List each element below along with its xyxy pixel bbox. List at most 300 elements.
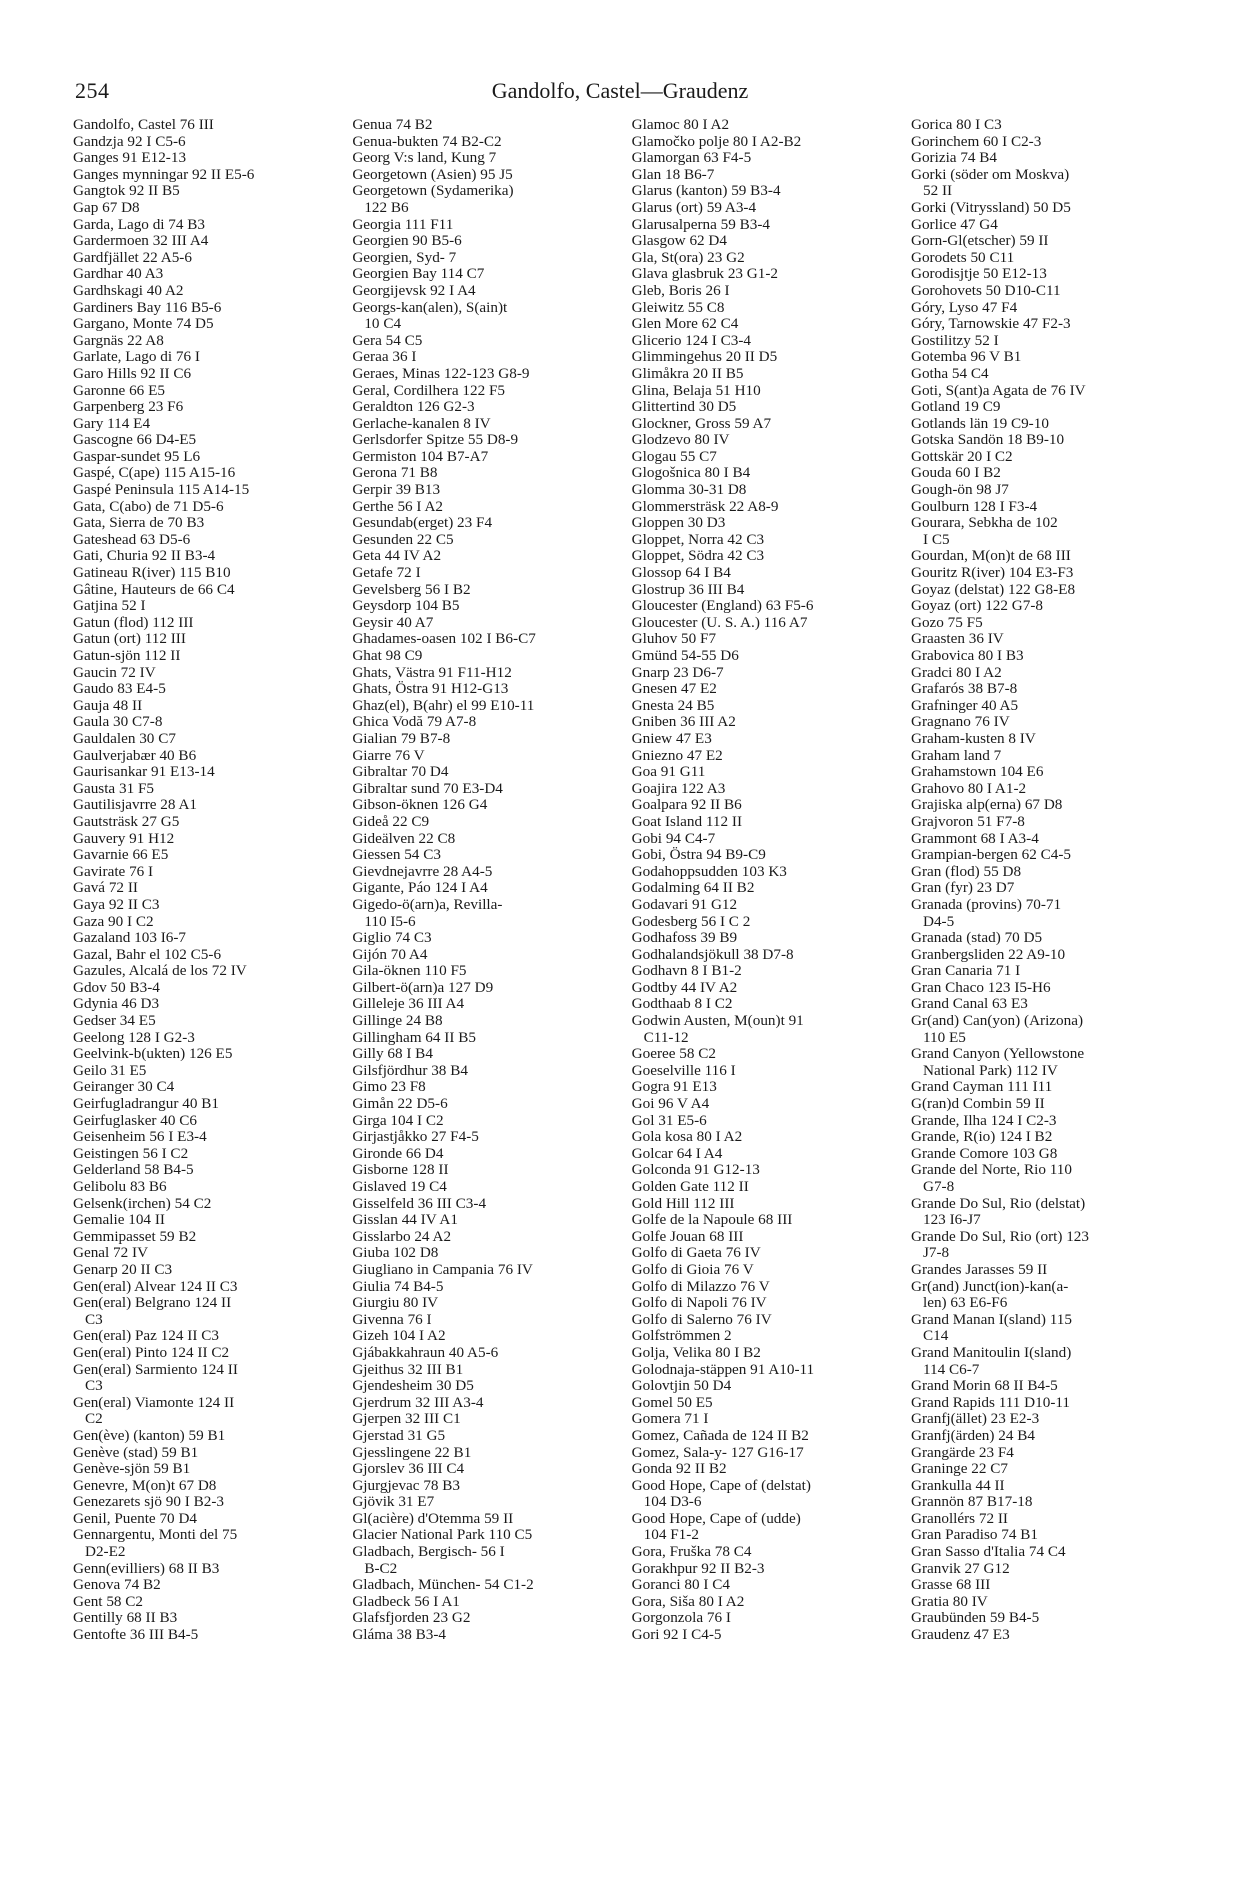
index-entry: Gniezno 47 E2 [631,747,723,764]
index-entry: Glarusalperna 59 B3-4 [631,216,770,233]
index-entry-continuation: C14 [922,1328,949,1345]
index-entry: Gorlice 47 G4 [910,216,998,233]
index-entry: Gold Hill 112 III [631,1195,735,1212]
index-entry: Gradci 80 I A2 [910,664,1002,681]
index-entry: Gnarp 23 D6-7 [631,664,724,681]
index-entry: Giarre 76 V [352,747,425,764]
index-entry: Genezarets sjö 90 I B2-3 [73,1494,224,1511]
index-entry: Gaya 92 II C3 [73,896,160,913]
index-entry: Glostrup 36 III B4 [631,581,745,598]
index-entry: Golfo di Gaeta 76 IV [631,1245,761,1262]
index-entry: Gausta 31 F5 [73,780,154,797]
index-entry: Gen(ève) (kanton) 59 B1 [73,1427,226,1444]
index-entry: Gobi, Östra 94 B9-C9 [631,847,766,864]
index-entry: Gerona 71 B8 [352,465,438,482]
index-entry: Geral, Cordilhera 122 F5 [352,382,506,399]
index-entry: Granfj(ället) 23 E2-3 [910,1411,1040,1428]
index-entry: Goa 91 G11 [631,764,706,781]
index-entry: Genn(evilliers) 68 II B3 [73,1560,220,1577]
index-entry: Ganges 91 E12-13 [73,150,187,167]
index-entry: Gostilitzy 52 I [910,332,999,349]
index-entry: Grand Manitoulin I(sland) [910,1344,1072,1361]
index-entry: Gjorslev 36 III C4 [352,1461,465,1478]
index-entry: Grande Do Sul, Rio (ort) 123 [910,1228,1089,1245]
index-entry: Gourara, Sebkha de 102 [910,515,1058,532]
index-entry: Gola kosa 80 I A2 [631,1129,743,1146]
index-entry: Gonda 92 II B2 [631,1461,727,1478]
index-entry: Grand Canal 63 E3 [910,996,1028,1013]
index-entry: Gloppen 30 D3 [631,515,726,532]
index-entry: Gateshead 63 D5-6 [73,531,191,548]
index-entry: Gisborne 128 II [352,1162,449,1179]
index-entry: Gila-öknen 110 F5 [352,963,467,980]
index-entry: Glasgow 62 D4 [631,233,727,250]
index-entry: Godesberg 56 I C 2 [631,913,751,930]
index-entry: Gomera 71 I [631,1411,709,1428]
index-entry-continuation: J7-8 [922,1245,950,1262]
running-head: Gandolfo, Castel—Graudenz [491,78,749,103]
index-entry-continuation: 104 F1-2 [643,1527,699,1544]
index-entry: Gatjina 52 I [73,598,146,615]
index-entry: Gorki (söder om Moskva) [910,166,1070,183]
index-entry: Gladbach, Bergisch- 56 I [352,1544,505,1561]
index-entry: Gorica 80 I C3 [910,117,1002,133]
index-entry: Gardhar 40 A3 [73,266,164,283]
index-entry: Geirfuglasker 40 C6 [73,1112,197,1129]
index-entry: Gjábakkahraun 40 A5-6 [352,1344,499,1361]
index-entry: Gl(acière) d'Otemma 59 II [352,1510,514,1527]
page-number: 254 [75,78,110,103]
index-entry: Glockner, Gross 59 A7 [631,415,772,432]
index-entry: Gatun-sjön 112 II [73,648,181,664]
index-entry: Gloucester (England) 63 F5-6 [631,598,814,615]
index-entry: Golfe Jouan 68 III [631,1228,744,1245]
index-entry: Graham-kusten 8 IV [910,730,1036,747]
index-entry: Garo Hills 92 II C6 [73,365,192,382]
index-entry: Godthaab 8 I C2 [631,996,733,1013]
index-entry: Gelderland 58 B4-5 [73,1162,194,1179]
index-entry: Gelibolu 83 B6 [73,1179,167,1195]
index-entry: Gerthe 56 I A2 [352,498,444,515]
index-entry: Godahoppsudden 103 K3 [631,863,787,880]
index-entry: Granada (provins) 70-71 [910,896,1062,913]
index-entry: Gran (flod) 55 D8 [910,863,1022,880]
index-entry: Gijón 70 A4 [352,946,428,963]
index-entry: Geiranger 30 C4 [73,1079,175,1096]
index-entry: Gata, Sierra de 70 B3 [73,515,205,532]
index-entry: Georgien 90 B5-6 [352,233,462,250]
index-entry: Georgetown (Sydamerika) [352,183,514,200]
index-entry: Gilsfjördhur 38 B4 [352,1062,468,1079]
index-entry: Gorki (Vitryssland) 50 D5 [910,199,1071,216]
index-entry: Gol 31 E5-6 [631,1112,707,1129]
index-entry: Grande Comore 103 G8 [910,1145,1058,1162]
index-entry: Gorgonzola 76 I [631,1610,731,1627]
index-entry: Gniben 36 III A2 [631,714,736,731]
index-entry: Ganges mynningar 92 II E5-6 [73,166,255,183]
index-entry: Ghadames-oasen 102 I B6-C7 [352,631,536,648]
index-entry: Golfe de la Napoule 68 III [631,1212,793,1229]
index-entry: Gjurgjevac 78 B3 [352,1477,461,1494]
index-entry: Gatineau R(iver) 115 B10 [73,565,231,582]
index-entry: Gautsträsk 27 G5 [73,813,180,830]
index-entry: Gimo 23 F8 [352,1079,426,1096]
index-entry: Gibraltar sund 70 E3-D4 [352,780,503,797]
index-entry-continuation: 52 II [922,183,953,200]
index-entry: Gran (fyr) 23 D7 [910,880,1015,897]
index-entry: Grangärde 23 F4 [910,1444,1014,1461]
index-entry: Godhafoss 39 B9 [631,930,738,947]
index-entry: Gaspé, C(ape) 115 A15-16 [73,465,236,482]
index-entry: Glarus (kanton) 59 B3-4 [631,183,781,200]
index-entry: Góry, Tarnowskie 47 F2-3 [910,316,1071,333]
index-entry: Gisslarbo 24 A2 [352,1228,452,1245]
index-entry: Gavirate 76 I [73,863,154,880]
index-entry: Gniew 47 E3 [631,730,712,747]
index-entry: Girga 104 I C2 [352,1112,444,1129]
index-entry: Gotska Sandön 18 B9-10 [910,432,1065,449]
index-entry: Gimån 22 D5-6 [352,1096,448,1113]
index-entry-continuation: 110 I5-6 [364,913,416,930]
index-entry: Grande, R(io) 124 I B2 [910,1129,1053,1146]
index-entry: Gluhov 50 F7 [631,631,717,648]
index-entry: Gaspé Peninsula 115 A14-15 [73,482,250,499]
index-entry: Gorizia 74 B4 [910,150,998,167]
index-entry: Gideå 22 C9 [352,813,430,830]
index-entry: Gideälven 22 C8 [352,830,456,847]
index-entry: Gough-ön 98 J7 [910,482,1009,499]
index-entry: Gotemba 96 V B1 [910,349,1022,366]
index-entry-continuation: C11-12 [643,1029,689,1046]
index-entry: Geisenheim 56 I E3-4 [73,1129,207,1146]
index-entry: Golcar 64 I A4 [631,1145,723,1162]
index-entry: Genova 74 B2 [73,1577,161,1594]
index-entry: Geelong 128 I G2-3 [73,1029,195,1046]
index-entry: Glan 18 B6-7 [631,166,715,183]
index-entry: Grammont 68 I A3-4 [910,830,1039,847]
index-entry: Gloppet, Norra 42 C3 [631,531,765,548]
index-entry: Gorn-Gl(etscher) 59 II [910,233,1049,250]
index-entry: Gen(eral) Belgrano 124 II [73,1295,232,1312]
index-entry: Glamorgan 63 F4-5 [631,150,752,167]
index-entry: Gandolfo, Castel 76 III [73,117,214,133]
index-entry-continuation: 122 B6 [364,199,409,216]
index-entry-continuation: C3 [85,1311,103,1328]
index-entry: Georgijevsk 92 I A4 [352,282,476,299]
index-entry: Goat Island 112 II [631,813,743,830]
index-entry: Gladbach, München- 54 C1-2 [352,1577,534,1594]
index-entry: Good Hope, Cape of (delstat) [631,1477,811,1494]
index-entry: Gentilly 68 II B3 [73,1610,178,1627]
index-entry: Geirfugladrangur 40 B1 [73,1096,219,1113]
index-entry: Gesundab(erget) 23 F4 [352,515,493,532]
index-entry: Granfj(ärden) 24 B4 [910,1427,1035,1444]
index-entry: Gazules, Alcalá de los 72 IV [73,963,247,980]
index-entry: Gen(eral) Alvear 124 II C3 [73,1278,238,1295]
index-entry: Georgetown (Asien) 95 J5 [352,166,513,183]
index-entry: Gironde 66 D4 [352,1145,444,1162]
index-entry: Gdov 50 B3-4 [73,979,160,996]
index-entry: Gorinchem 60 I C2-3 [910,133,1042,150]
index-entry: Gaudo 83 E4-5 [73,681,166,698]
index-entry: Gautilisjavrre 28 A1 [73,797,198,814]
index-entry: Golja, Velika 80 I B2 [631,1344,761,1361]
index-entry: Gotlands län 19 C9-10 [910,415,1049,432]
index-entry: Genua-bukten 74 B2-C2 [352,133,502,150]
index-entry: Golovtjin 50 D4 [631,1378,732,1395]
index-entry: Gangtok 92 II B5 [73,183,180,200]
index-entry: Glimåkra 20 II B5 [631,365,744,382]
index-entry: Gen(eral) Pinto 124 II C2 [73,1344,230,1361]
index-entry: Garda, Lago di 74 B3 [73,216,206,233]
index-entry: Grand Manan I(sland) 115 [910,1311,1072,1328]
index-entry: Gesunden 22 C5 [352,531,454,548]
index-entry: Gjerpen 32 III C1 [352,1411,461,1428]
index-entry: Gigante, Páo 124 I A4 [352,880,488,897]
index-entry: Godhavn 8 I B1-2 [631,963,742,980]
index-entry: Golfo di Napoli 76 IV [631,1295,767,1312]
index-entry: Grahamstown 104 E6 [910,764,1044,781]
index-entry-continuation: National Park) 112 IV [922,1062,1058,1079]
index-entry: Gorodets 50 C11 [910,249,1015,266]
index-entry: Gerpir 39 B13 [352,482,441,499]
index-entry: Gouda 60 I B2 [910,465,1001,482]
index-entry: Gap 67 D8 [73,199,140,216]
index-entry: Glogau 55 C7 [631,448,717,465]
index-entry: Glodzevo 80 IV [631,432,730,449]
index-entry: Granada (stad) 70 D5 [910,930,1043,947]
index-entry: Goi 96 V A4 [631,1096,710,1113]
index-entry: Gievdnejavrre 28 A4-5 [352,863,493,880]
index-entry: Glomma 30-31 D8 [631,482,747,499]
index-entry: Gorohovets 50 D10-C11 [910,282,1061,299]
index-entry-continuation: D4-5 [922,913,955,930]
index-entry: Glommersträsk 22 A8-9 [631,498,779,515]
index-entry: Gerlache-kanalen 8 IV [352,415,491,432]
index-entry: Gilly 68 I B4 [352,1046,433,1063]
index-entry: Gen(eral) Paz 124 II C3 [73,1328,219,1345]
index-entry: Gleb, Boris 26 I [631,282,730,299]
index-entry: Gerlsdorfer Spitze 55 D8-9 [352,432,519,449]
index-entry: Grande del Norte, Rio 110 [910,1162,1072,1179]
index-entry: Glimmingehus 20 II D5 [631,349,778,366]
index-entry: Goalpara 92 II B6 [631,797,742,814]
index-entry: Grand Canyon (Yellowstone [910,1046,1085,1063]
index-entry: Grandes Jarasses 59 II [910,1261,1048,1278]
index-entry: Gran Chaco 123 I5-H6 [910,979,1051,996]
index-entry: Glamočko polje 80 I A2-B2 [631,133,802,150]
index-entry: Gomez, Sala-y- 127 G16-17 [631,1444,804,1461]
index-entry: Goajira 122 A3 [631,780,726,797]
index-entry: Glittertind 30 D5 [631,399,737,416]
index-entry: Geraldton 126 G2-3 [352,399,475,416]
index-entry: Garlate, Lago di 76 I [73,349,200,366]
index-entry-continuation: 114 C6-7 [922,1361,980,1378]
index-entry: Gillinge 24 B8 [352,1013,443,1030]
index-entry: Gorodisjtje 50 E12-13 [910,266,1047,283]
index-entry: Graham land 7 [910,747,1002,764]
index-entry: Gazal, Bahr el 102 C5-6 [73,946,222,963]
index-entry: Gleiwitz 55 C8 [631,299,725,316]
index-entry: Gran Sasso d'Italia 74 C4 [910,1544,1066,1561]
index-entry: Glicerio 124 I C3-4 [631,332,752,349]
index-entry: Glossop 64 I B4 [631,565,731,582]
index-entry: Granbergsliden 22 A9-10 [910,946,1066,963]
index-entry: Gialian 79 B7-8 [352,730,451,747]
index-entry: Georgien Bay 114 C7 [352,266,485,283]
index-entry: Gla, St(ora) 23 G2 [631,249,745,266]
index-column-2 [352,117,624,1644]
index-entry: Gomel 50 E5 [631,1394,713,1411]
index-entry: Germiston 104 B7-A7 [352,448,489,465]
index-entry: Geistingen 56 I C2 [73,1145,189,1162]
index-entry: Grajvoron 51 F7-8 [910,813,1025,830]
index-entry: Genarp 20 II C3 [73,1261,173,1278]
index-entry: Gardermoen 32 III A4 [73,233,209,250]
index-entry: Graasten 36 IV [910,631,1004,648]
index-entry: Gauvery 91 H12 [73,830,175,847]
index-entry: Gibraltar 70 D4 [352,764,449,781]
index-entry: Golfo di Gioia 76 V [631,1261,754,1278]
index-entry: Gaula 30 C7-8 [73,714,163,731]
index-column-1 [73,117,345,1644]
index-entry: Gandzja 92 I C5-6 [73,133,186,150]
index-entry: Glacier National Park 110 C5 [352,1527,533,1544]
index-entry: Gilleleje 36 III A4 [352,996,465,1013]
index-entry: Glafsfjorden 23 G2 [352,1610,471,1627]
index-entry: Gottskär 20 I C2 [910,448,1013,465]
index-entry: Gizeh 104 I A2 [352,1328,446,1345]
index-entry: Gislaved 19 C4 [352,1179,447,1195]
index-entry: Golfströmmen 2 [631,1328,732,1345]
index-entry: Graninge 22 C7 [910,1461,1008,1478]
index-entry: Georgia 111 F11 [352,216,454,233]
index-entry: Gotha 54 C4 [910,365,989,382]
index-entry: Gaurisankar 91 E13-14 [73,764,215,781]
index-entry: Ghica Vodă 79 A7-8 [352,714,477,731]
index-entry: Gâtine, Hauteurs de 66 C4 [73,581,235,598]
index-entry: Granvik 27 G12 [910,1560,1010,1577]
index-entry: Genève-sjön 59 B1 [73,1461,191,1478]
index-entry: Gjerdrum 32 III A3-4 [352,1394,484,1411]
index-entry: Goranci 80 I C4 [631,1577,730,1594]
index-entry: Giuba 102 D8 [352,1245,439,1262]
index-entry: Gloucester (U. S. A.) 116 A7 [631,614,808,631]
index-entry: Gentofte 36 III B4-5 [73,1627,199,1644]
index-entry: Gotland 19 C9 [910,399,1001,416]
index-entry: Gjövik 31 E7 [352,1494,435,1511]
index-entry: Gigedo-ö(arn)a, Revilla- [352,896,503,913]
index-entry: Gaucin 72 IV [73,664,156,681]
index-entry: Grajiska alp(erna) 67 D8 [910,797,1063,814]
index-entry: Grannön 87 B17-18 [910,1494,1033,1511]
index-entry: G(ran)d Combin 59 II [910,1096,1045,1113]
index-entry: Grande, Ilha 124 I C2-3 [910,1112,1057,1129]
index-entry: Glen More 62 C4 [631,316,739,333]
index-entry: Golden Gate 112 II [631,1179,749,1195]
index-entry: Giessen 54 C3 [352,847,441,864]
index-entry: Glogošnica 80 I B4 [631,465,751,482]
index-entry: Goulburn 128 I F3-4 [910,498,1038,515]
index-entry: Godavari 91 G12 [631,896,738,913]
index-entry-continuation: 110 E5 [922,1029,966,1046]
index-entry: Gaspar-sundet 95 L6 [73,448,201,465]
index-entry: Gobi 94 C4-7 [631,830,716,847]
index-entry-continuation: 104 D3-6 [643,1494,702,1511]
index-entry: Gran Paradiso 74 B1 [910,1527,1038,1544]
index-entry: Gelsenk(irchen) 54 C2 [73,1195,212,1212]
index-entry: Gourdan, M(on)t de 68 III [910,548,1071,565]
index-entry-continuation: G7-8 [922,1179,955,1195]
index-column-4 [911,117,1183,1644]
index-entry: Goti, S(ant)a Agata de 76 IV [910,382,1086,399]
index-entry: Giugliano in Campania 76 IV [352,1261,533,1278]
index-entry: Godhalandsjökull 38 D7-8 [631,946,794,963]
index-entry: Graubünden 59 B4-5 [910,1610,1040,1627]
index-entry: Geraa 36 I [352,349,417,366]
index-entry: Glarus (ort) 59 A3-4 [631,199,757,216]
index-entry: Gennargentu, Monti del 75 [73,1527,238,1544]
index-entry: Geilo 31 E5 [73,1062,147,1079]
index-entry: Good Hope, Cape of (udde) [631,1510,801,1527]
index-entry: Givenna 76 I [352,1311,432,1328]
index-entry: Georgien, Syd- 7 [352,249,457,266]
index-entry: Grande Do Sul, Rio (delstat) [910,1195,1086,1212]
index-entry-continuation: B-C2 [364,1560,398,1577]
index-entry: Gilbert-ö(arn)a 127 D9 [352,979,494,996]
index-entry: Gary 114 E4 [73,415,151,432]
index-entry: Gozo 75 F5 [910,614,983,631]
index-entry: Gedser 34 E5 [73,1013,156,1030]
index-entry: Gargnäs 22 A8 [73,332,164,349]
index-entry: Goyaz (delstat) 122 G8-E8 [910,581,1076,598]
index-entry: Gjendesheim 30 D5 [352,1378,474,1395]
index-entry: Gori 92 I C4-5 [631,1627,722,1644]
index-entry: Gjeithus 32 III B1 [352,1361,464,1378]
index-entry: Giulia 74 B4-5 [352,1278,444,1295]
index-entry: Gogra 91 E13 [631,1079,717,1096]
index-entry: Gati, Churia 92 II B3-4 [73,548,216,565]
index-entry-continuation: D2-E2 [85,1544,126,1561]
index-entry: Genevre, M(on)t 67 D8 [73,1477,217,1494]
index-entry: Gnesen 47 E2 [631,681,717,698]
index-entry: Genève (stad) 59 B1 [73,1444,199,1461]
index-entry: Gaza 90 I C2 [73,913,154,930]
index-entry: Grabovica 80 I B3 [910,648,1024,664]
index-entry: Goeselville 116 I [631,1062,736,1079]
index-entry: Gladbeck 56 I A1 [352,1593,460,1610]
index-entry: Gera 54 C5 [352,332,423,349]
index-entry: Gora, Fruška 78 C4 [631,1544,752,1561]
index-entry: Gevelsberg 56 I B2 [352,581,471,598]
index-entry: Gatun (ort) 112 III [73,631,186,648]
index-entry: Grand Rapids 111 D10-11 [910,1394,1071,1411]
index-entry: Glina, Belaja 51 H10 [631,382,761,399]
index-entry: Gran Canaria 71 I [910,963,1021,980]
index-entry: Gloppet, Södra 42 C3 [631,548,765,565]
index-entry: Graudenz 47 E3 [910,1627,1010,1644]
index-entry: Giglio 74 C3 [352,930,432,947]
index-entry: Gen(eral) Sarmiento 124 II [73,1361,238,1378]
index-entry: Gata, C(abo) de 71 D5-6 [73,498,224,515]
index-entry: Golodnaja-stäppen 91 A10-11 [631,1361,815,1378]
index-entry-continuation: C2 [85,1411,103,1428]
index-entry: Gjerstad 31 G5 [352,1427,446,1444]
index-entry: Goyaz (ort) 122 G7-8 [910,598,1043,615]
index-entry: Gardiners Bay 116 B5-6 [73,299,222,316]
index-entry: Geysir 40 A7 [352,614,434,631]
index-entry: Garonne 66 E5 [73,382,165,399]
